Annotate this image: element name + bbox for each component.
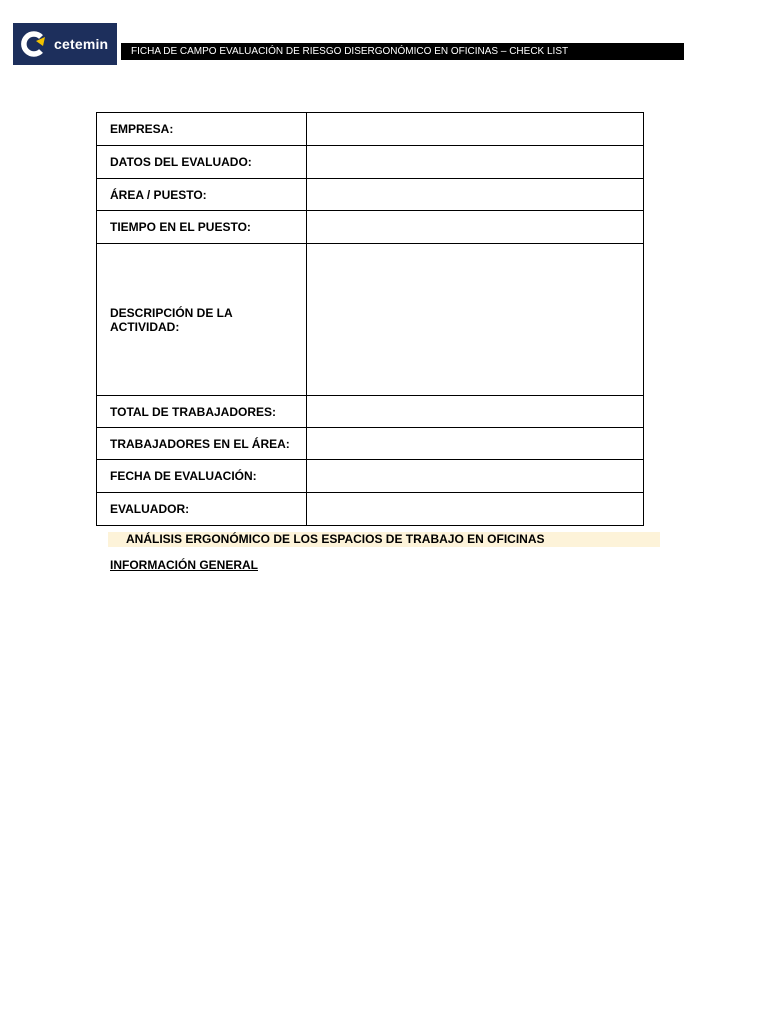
form-row: [97, 211, 644, 244]
row-label: DESCRIPCIÓN DE LA ACTIVIDAD:: [97, 244, 307, 396]
tiempo-puesto-field[interactable]: [307, 211, 644, 244]
descripcion-actividad-field[interactable]: [307, 244, 644, 396]
form-row: [97, 146, 644, 179]
row-label: TIEMPO EN EL PUESTO:: [97, 211, 307, 244]
row-label: TRABAJADORES EN EL ÁREA:: [97, 428, 307, 460]
logo-text: cetemin: [54, 36, 109, 52]
cetemin-logo: [13, 23, 117, 65]
form-row: [97, 493, 644, 526]
section-subheading: INFORMACIÓN GENERAL: [110, 558, 258, 572]
form-row: [97, 179, 644, 211]
evaluation-form-table: [96, 112, 644, 526]
row-label: EMPRESA:: [97, 113, 307, 146]
area-puesto-field[interactable]: [307, 179, 644, 211]
datos-evaluado-field[interactable]: [307, 146, 644, 179]
empresa-field[interactable]: [307, 113, 644, 146]
form-row: [97, 113, 644, 146]
form-row: [97, 428, 644, 460]
fecha-evaluacion-field[interactable]: [307, 460, 644, 493]
row-label: DATOS DEL EVALUADO:: [97, 146, 307, 179]
form-row: [97, 244, 644, 396]
trabajadores-area-field[interactable]: [307, 428, 644, 460]
form-row: [97, 396, 644, 428]
section-title: ANÁLISIS ERGONÓMICO DE LOS ESPACIOS DE TRABAJO EN OFICINAS: [108, 532, 660, 547]
row-label: TOTAL DE TRABAJADORES:: [97, 396, 307, 428]
total-trabajadores-field[interactable]: [307, 396, 644, 428]
row-label: FECHA DE EVALUACIÓN:: [97, 460, 307, 493]
evaluador-field[interactable]: [307, 493, 644, 526]
document-title: FICHA DE CAMPO EVALUACIÓN DE RIESGO DISERGONÓMICO EN OFICINAS – CHECK LIST: [121, 43, 684, 60]
row-label: ÁREA / PUESTO:: [97, 179, 307, 211]
row-label: EVALUADOR:: [97, 493, 307, 526]
form-row: [97, 460, 644, 493]
cetemin-logo-icon: [19, 29, 49, 59]
